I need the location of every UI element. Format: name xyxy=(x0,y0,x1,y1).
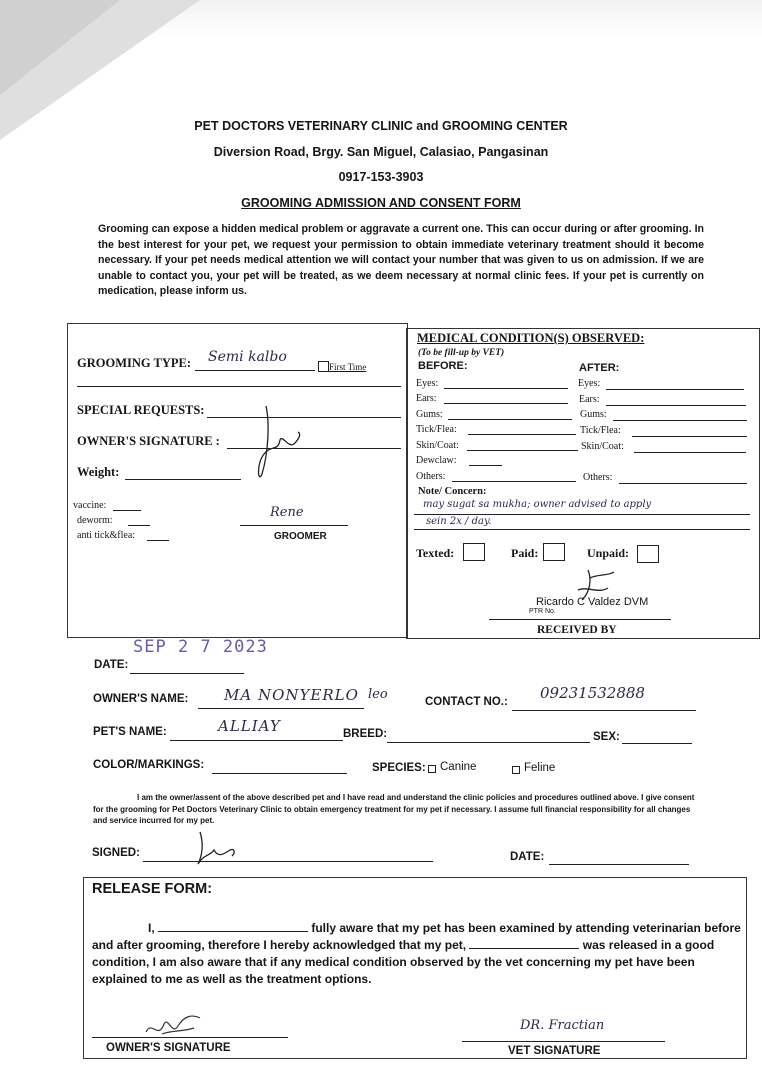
clinic-name: PET DOCTORS VETERINARY CLINIC and GROOMING CENTER xyxy=(194,119,568,133)
note-label: Note/ Concern: xyxy=(418,486,487,497)
vaccine-line xyxy=(113,510,141,511)
paid-label: Paid: xyxy=(511,546,539,560)
sex-line xyxy=(622,743,692,744)
pet-name-label: PET'S NAME: xyxy=(93,726,167,738)
after-skin: Skin/Coat: xyxy=(581,441,624,452)
release-owner-signature-label: OWNER'S SIGNATURE xyxy=(106,1042,231,1054)
feline-label: Feline xyxy=(524,762,556,774)
after-tick-line xyxy=(632,436,747,437)
release-vet-sign-line xyxy=(462,1041,665,1042)
signed-label: SIGNED: xyxy=(92,847,140,859)
medical-subtitle: (To be fill-up by VET) xyxy=(418,348,505,358)
feline-checkbox[interactable] xyxy=(512,766,520,774)
breed-label: BREED: xyxy=(343,728,388,740)
ptr-label: PTR No. xyxy=(529,608,556,615)
texted-label: Texted: xyxy=(416,546,455,560)
contact-value[interactable]: 09231532888 xyxy=(540,684,645,702)
release-body-part2: fully aware that my pet has been examined by attending veterinarian before and after grooming, therefore I hereby acknowledged that my pet, xyxy=(92,921,741,952)
note-line2: sein 2x / day. xyxy=(426,516,492,527)
grooming-type-label: GROOMING TYPE: xyxy=(77,356,192,370)
note-underline2 xyxy=(414,529,750,530)
signed-date-line xyxy=(549,864,689,865)
date-label: DATE: xyxy=(94,659,129,671)
groomer-name: Rene xyxy=(270,505,304,520)
after-skin-line xyxy=(634,452,746,453)
release-vet-signature-label: VET SIGNATURE xyxy=(508,1045,601,1057)
after-eyes-line xyxy=(606,389,744,390)
clinic-phone: 0917-153-3903 xyxy=(338,170,424,184)
after-ears-line xyxy=(606,405,746,406)
before-gums-line xyxy=(448,419,572,420)
before-eyes-line xyxy=(444,388,568,389)
intro-paragraph: Grooming can expose a hidden medical problem or aggravate a current one. This can occur during or after grooming. In the best interest for your pet, we request your permission to obtain immediate veterinary treatment should it become necessary. If your pet needs medical attention we will contact your number that was given to us on admission. If we are unable to contact you, your pet will be treated, as we deem necessary at normal clinic fees. If your pet is currently on medication, please inform us. xyxy=(98,223,704,298)
species-label: SPECIES: xyxy=(372,762,426,774)
owner-consent-signature xyxy=(190,828,250,868)
anti-tick-label: anti tick&flea: xyxy=(77,530,136,541)
received-by-line xyxy=(489,619,671,620)
deworm-line xyxy=(128,525,150,526)
form-title: GROOMING ADMISSION AND CONSENT FORM xyxy=(241,196,521,210)
signed-date-label: DATE: xyxy=(510,851,545,863)
clinic-address: Diversion Road, Brgy. San Miguel, Calasiao, Pangasinan xyxy=(213,145,549,159)
contact-line xyxy=(512,710,696,711)
weight-label: Weight: xyxy=(77,465,120,479)
release-title: RELEASE FORM: xyxy=(92,881,213,897)
groomer-line xyxy=(240,525,348,526)
before-dewclaw-line xyxy=(469,465,502,466)
release-owner-signature xyxy=(142,1010,212,1044)
canine-checkbox[interactable] xyxy=(428,765,436,773)
deworm-label: deworm: xyxy=(77,515,113,526)
folded-corner-shadow xyxy=(0,0,120,95)
medical-title: MEDICAL CONDITION(S) OBSERVED: xyxy=(417,331,645,345)
first-time-label: First Time xyxy=(329,362,367,372)
before-eyes: Eyes: xyxy=(416,378,439,389)
received-by-label: RECEIVED BY xyxy=(537,624,617,636)
date-stamp: SEP 2 7 2023 xyxy=(133,637,268,657)
note-underline1 xyxy=(414,514,750,515)
release-body-part1: I, xyxy=(148,921,155,935)
release-owner-blank[interactable] xyxy=(158,921,308,932)
note-line1: may sugat sa mukha; owner advised to apply xyxy=(423,499,652,510)
owner-name-value[interactable]: MA NONYERLO xyxy=(224,686,359,704)
before-ears-line xyxy=(444,403,568,404)
owner-signature-label: OWNER'S SIGNATURE : xyxy=(77,434,220,448)
consent-paragraph: I am the owner/assent of the above described pet and I have read and understand the clinic policies and procedures outlined above. I give consent for the grooming for Pet Doctors Veterinary Clinic to obtain emergency treatment for my pet if necessary. I assume full financial responsibility for all changes and service incurred for my pet. xyxy=(93,793,695,825)
release-owner-sign-line xyxy=(92,1037,288,1038)
release-body xyxy=(92,920,742,988)
owner-name-extra: leo xyxy=(368,687,388,702)
grooming-type-value[interactable]: Semi kalbo xyxy=(208,349,287,365)
sex-label: SEX: xyxy=(593,731,620,743)
after-gums: Gums: xyxy=(580,409,607,420)
before-others: Others: xyxy=(416,471,446,482)
owner-name-label: OWNER'S NAME: xyxy=(93,693,189,705)
contact-label: CONTACT NO.: xyxy=(425,696,508,708)
before-tick-line xyxy=(468,434,576,435)
after-gums-line xyxy=(613,420,747,421)
owner-name-line xyxy=(198,708,364,709)
before-ears: Ears: xyxy=(416,393,437,404)
release-body-part3: was released in a good condition, I am also aware that if any medical condition observed by the vet concerning my pet have been explained to me as well as the treatment options. xyxy=(92,938,715,986)
before-dewclaw: Dewclaw: xyxy=(416,455,457,466)
after-others-line xyxy=(619,483,747,484)
after-tick: Tick/Flea: xyxy=(580,425,621,436)
before-skin-line xyxy=(467,450,578,451)
paid-checkbox[interactable] xyxy=(543,543,565,561)
special-requests-label: SPECIAL REQUESTS: xyxy=(77,403,205,417)
pet-name-line xyxy=(170,740,343,741)
after-eyes: Eyes: xyxy=(578,378,601,389)
before-gums: Gums: xyxy=(416,409,443,420)
texted-checkbox[interactable] xyxy=(463,543,485,561)
after-ears: Ears: xyxy=(579,394,600,405)
vet-signature-text: DR. Fractian xyxy=(520,1018,605,1033)
before-others-line xyxy=(452,481,576,482)
date-line xyxy=(130,673,244,674)
after-others: Others: xyxy=(583,472,613,483)
vaccine-label: vaccine: xyxy=(73,500,107,511)
pet-name-value[interactable]: ALLIAY xyxy=(218,717,281,735)
vet-name: Ricardo C Valdez DVM xyxy=(536,596,649,608)
signed-line xyxy=(143,861,433,862)
release-pet-blank[interactable] xyxy=(469,938,579,949)
before-skin: Skin/Coat: xyxy=(416,440,459,451)
first-time-checkbox[interactable] xyxy=(318,361,329,372)
before-tick: Tick/Flea: xyxy=(416,424,457,435)
before-label: BEFORE: xyxy=(418,360,468,372)
grooming-type-line xyxy=(195,370,315,371)
weight-line xyxy=(125,479,241,480)
color-line xyxy=(212,773,347,774)
grooming-type-extra-line xyxy=(77,386,401,387)
unpaid-checkbox[interactable] xyxy=(637,545,659,563)
color-label: COLOR/MARKINGS: xyxy=(93,759,205,771)
unpaid-label: Unpaid: xyxy=(587,546,630,560)
breed-line xyxy=(387,742,590,743)
after-label: AFTER: xyxy=(579,362,620,374)
groomer-label: GROOMER xyxy=(274,531,327,542)
canine-label: Canine xyxy=(440,761,477,773)
owner-signature-scribble xyxy=(252,404,312,484)
anti-tick-line xyxy=(147,540,169,541)
